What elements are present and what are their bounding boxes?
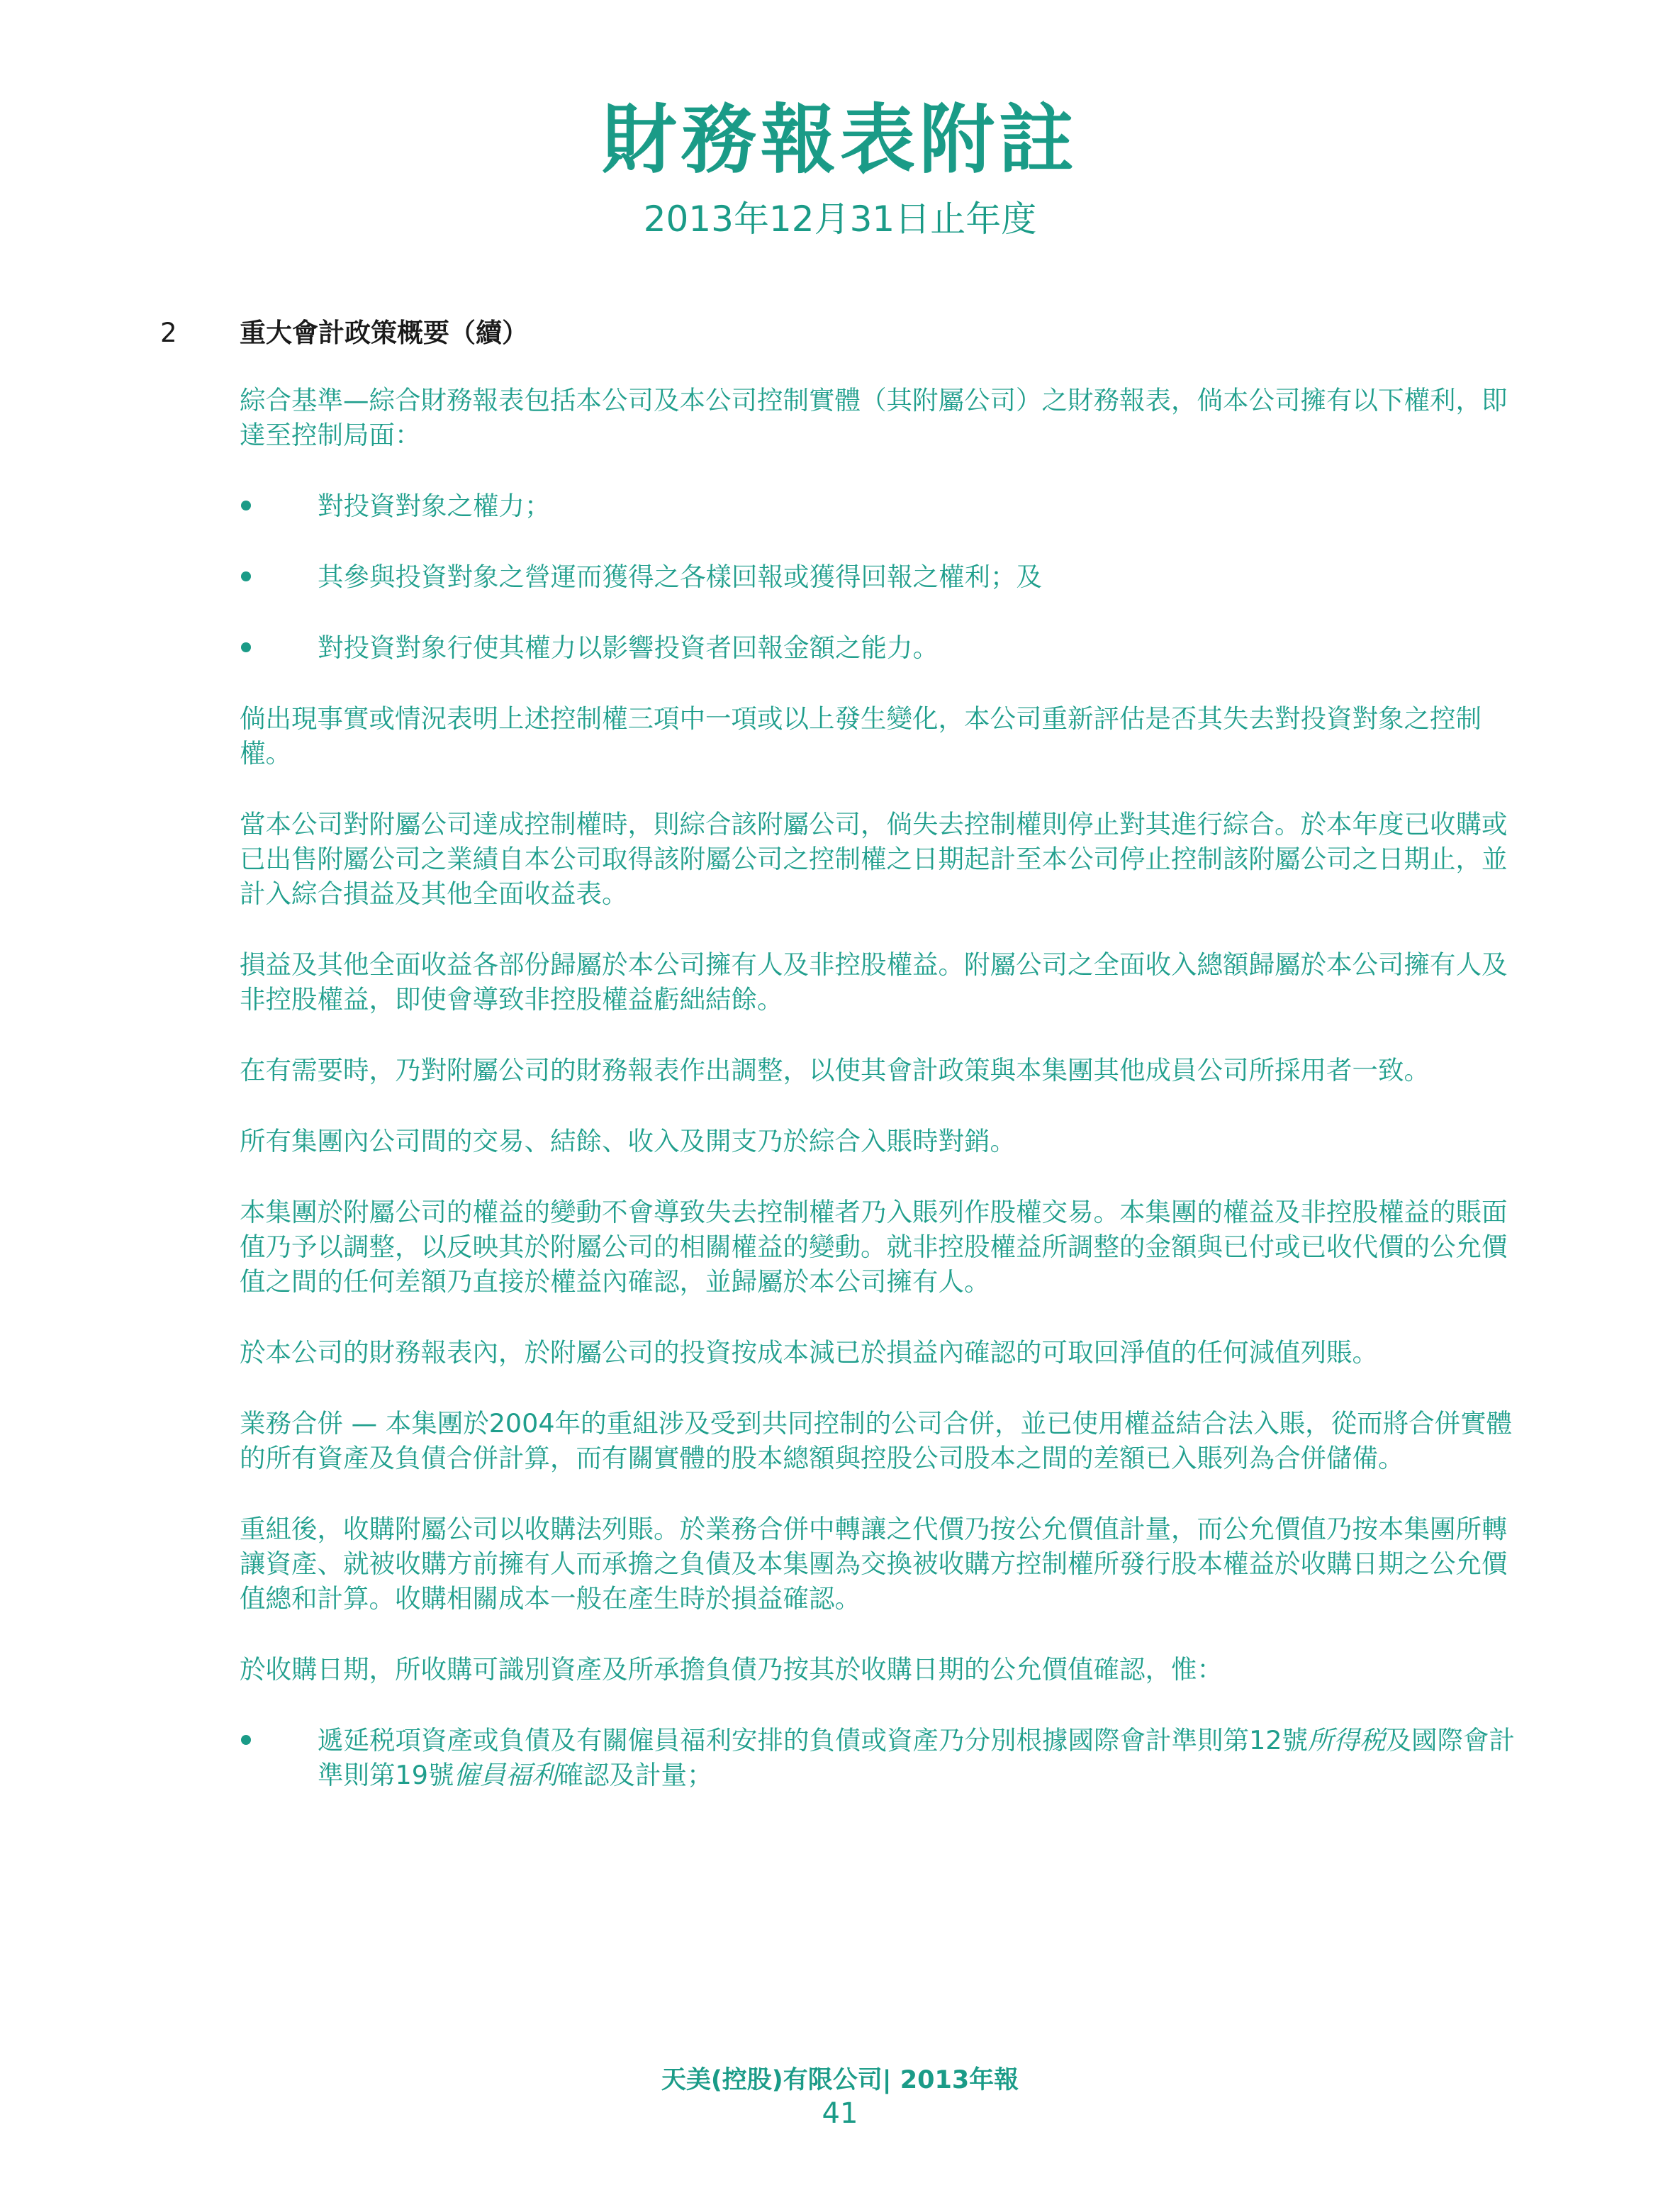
standard-name-income-tax: 所得税 <box>1307 1725 1386 1756</box>
standard-name-employee-benefits: 僱員福利 <box>454 1760 558 1790</box>
notes-body <box>240 383 1527 1829</box>
paragraph-acquisition-date: 於收購日期，所收購可識別資產及所承擔負債乃按其於收購日期的公允價值確認，惟： <box>240 1654 1223 1685</box>
paragraph-adjustments: 在有需要時，乃對附屬公司的財務報表作出調整，以使其會計政策與本集團其他成員公司所採用者一致。 <box>240 1055 1430 1085</box>
paragraph-consolidation-basis: 綜合基準—綜合財務報表包括本公司及本公司控制實體（其附屬公司）之財務報表，倘本公司擁有以下權利，即達至控制局面： <box>240 385 1508 450</box>
paragraph-acquisition-method: 重組後，收購附屬公司以收購法列賬。於業務合併中轉讓之代價乃按公允價值計量，而公允價值乃按本集團所轉讓資產、就被收購方前擁有人而承擔之負債及本集團為交換被收購方控制權所發行股本權益於收購日期之公允價值總和計算。收購相關成本一般在產生時於損益確認。 <box>240 1514 1508 1614</box>
paragraph-ownership-changes: 本集團於附屬公司的權益的變動不會導致失去控制權者乃入賬列作股權交易。本集團的權益及非控股權益的賬面值乃予以調整，以反映其於附屬公司的相關權益的變動。就非控股權益所調整的金額與已付或已收代價的公允價值之間的任何差額乃直接於權益內確認，並歸屬於本公司擁有人。 <box>240 1197 1508 1297</box>
section-number: 2 <box>160 318 177 348</box>
list-item-text: 對投資對象之權力； <box>318 491 551 521</box>
text-segment: 及國際會計準則第19號 <box>318 1725 1515 1790</box>
footer-company: 天美(控股)有限公司| 2013年報 <box>661 2066 1019 2094</box>
paragraph-control-timing: 當本公司對附屬公司達成控制權時，則綜合該附屬公司，倘失去控制權則停止對其進行綜合。於本年度已收購或已出售附屬公司之業績自本公司取得該附屬公司之控制權之日期起計至本公司停止控制該附屬公司之日期止，並計入綜合損益及其他全面收益表。 <box>240 809 1508 909</box>
list-item-text <box>318 1725 1515 1790</box>
list-item <box>240 489 1527 523</box>
paragraph-eliminations: 所有集團內公司間的交易、結餘、收入及開支乃於綜合入賬時對銷。 <box>240 1126 1016 1156</box>
bullet-icon <box>241 501 251 510</box>
paragraph-business-combination: 業務合併 — 本集團於2004年的重組涉及受到共同控制的公司合併，並已使用權益結合法入賬，從而將合併實體的所有資產及負債合併計算，而有關實體的股本總額與控股公司股本之間的差額已入賬列為合併儲備。 <box>240 1408 1513 1473</box>
text-segment: 確認及計量； <box>557 1760 713 1790</box>
bullet-icon <box>241 642 251 652</box>
list-item <box>240 630 1527 665</box>
bullet-icon <box>241 571 251 581</box>
page-number: 41 <box>822 2097 858 2130</box>
page-title: 財務報表附註 <box>602 96 1078 184</box>
paragraph-company-investment: 於本公司的財務報表內，於附屬公司的投資按成本減已於損益內確認的可取回淨值的任何減值列賬。 <box>240 1337 1378 1368</box>
list-item-text: 其參與投資對象之營運而獲得之各樣回報或獲得回報之權利；及 <box>318 562 1042 592</box>
list-item-text: 對投資對象行使其權力以影響投資者回報金額之能力。 <box>318 632 939 663</box>
list-item <box>240 559 1527 594</box>
page-subtitle: 2013年12月31日止年度 <box>643 199 1037 240</box>
text-segment: 遞延税項資產或負債及有關僱員福利安排的負債或資產乃分別根據國際會計準則第12號 <box>318 1725 1308 1756</box>
paragraph-reassessment: 倘出現事實或情況表明上述控制權三項中一項或以上發生變化，本公司重新評估是否其失去對投資對象之控制權。 <box>240 703 1482 769</box>
bullet-icon <box>241 1735 251 1745</box>
paragraph-attribution: 損益及其他全面收益各部份歸屬於本公司擁有人及非控股權益。附屬公司之全面收入總額歸屬於本公司擁有人及非控股權益，即使會導致非控股權益虧絀結餘。 <box>240 949 1508 1015</box>
section-title: 重大會計政策概要（續） <box>240 318 528 348</box>
list-item <box>240 1723 1527 1792</box>
